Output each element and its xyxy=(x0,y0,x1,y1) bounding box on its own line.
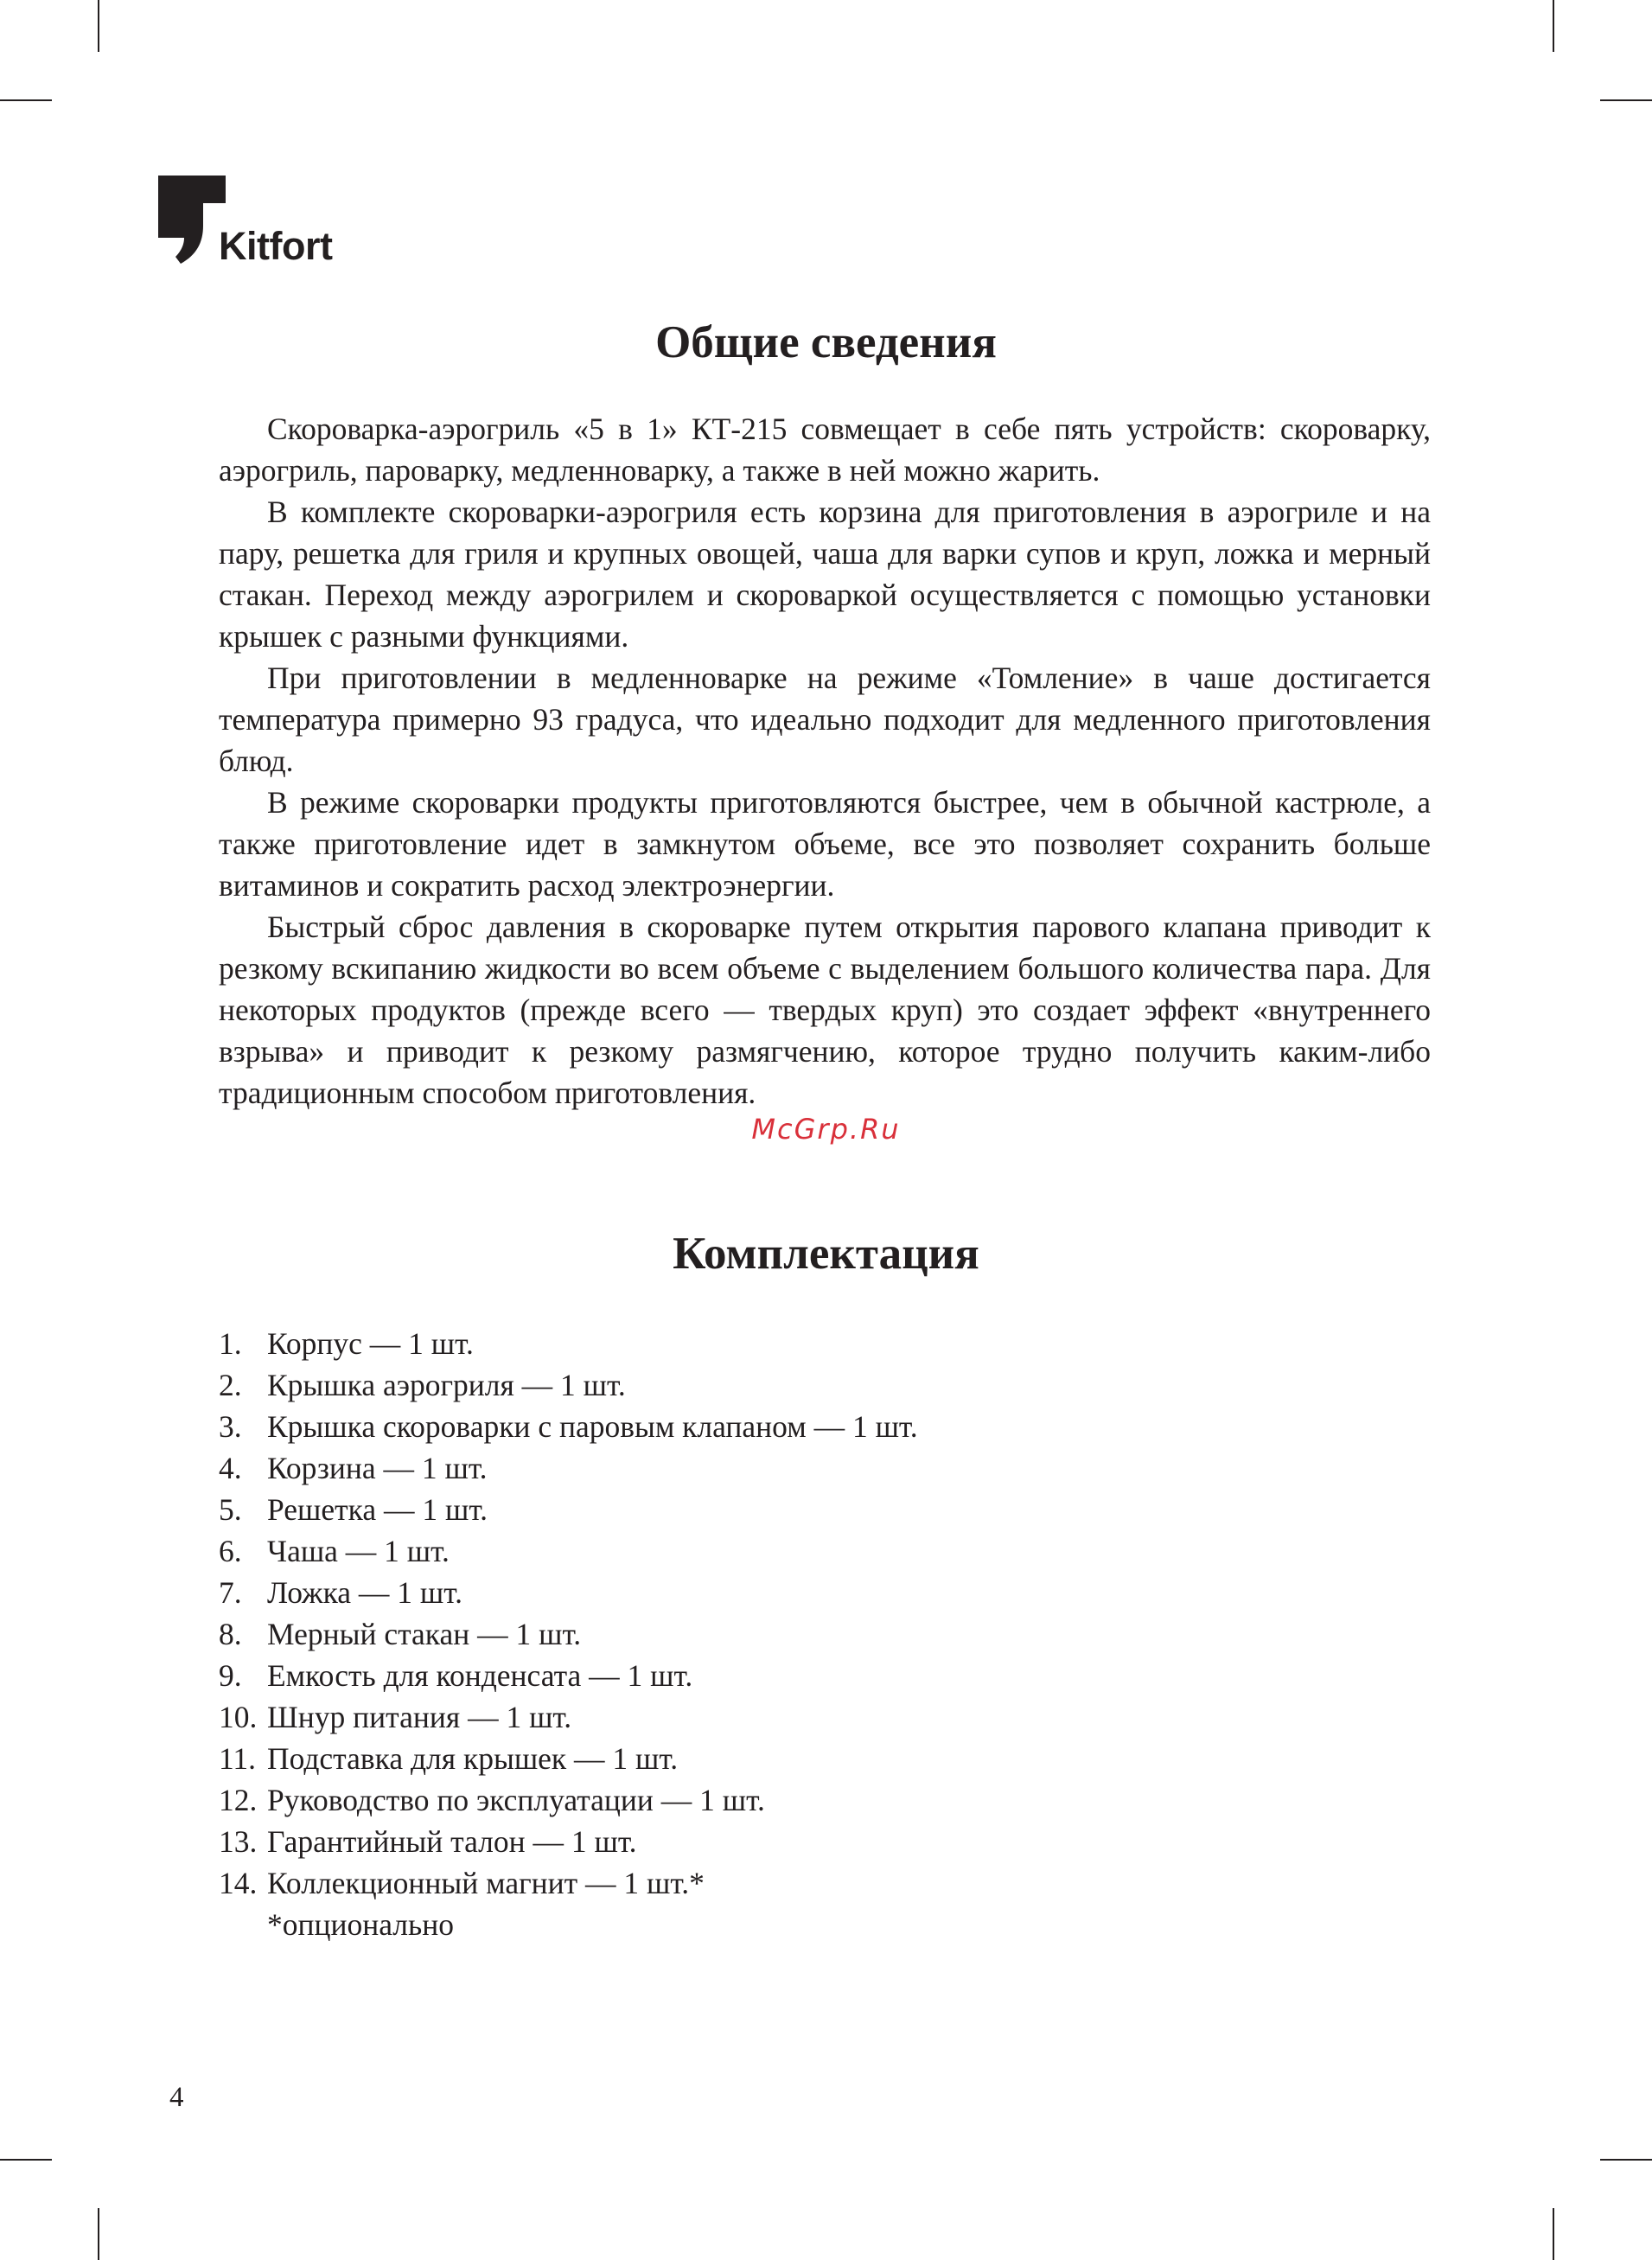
list-item-number: 6. xyxy=(219,1534,242,1568)
paragraph: При приготовлении в медленноварке на режиме «Томление» в чаше достигается температура примерно 93 градуса, что идеально подходит для медленного приготовления блюд. xyxy=(219,661,1431,778)
list-item-number: 3. xyxy=(219,1409,242,1444)
list-item xyxy=(219,1406,918,1447)
brand-wordmark-wrap xyxy=(214,224,333,268)
list-item xyxy=(219,1779,918,1821)
crop-mark-bottom-left xyxy=(98,2208,99,2260)
list-item-text: Мерный стакан — 1 шт. xyxy=(267,1617,582,1651)
watermark: McGrp.Ru xyxy=(751,1113,901,1146)
list-item xyxy=(219,1489,918,1530)
list-item xyxy=(219,1530,918,1572)
list-item-number: 13. xyxy=(219,1824,258,1859)
crop-mark-bottom-right-h xyxy=(1600,2159,1652,2161)
list-item-number: 12. xyxy=(219,1783,258,1817)
crop-mark-top-left xyxy=(98,0,99,52)
section-title-kit: Комплектация xyxy=(673,1229,979,1279)
list-item xyxy=(219,1613,918,1655)
list-item-text: Руководство по эксплуатации — 1 шт. xyxy=(267,1783,765,1817)
list-item-text: Решетка — 1 шт. xyxy=(267,1492,488,1527)
general-body xyxy=(219,408,1431,1114)
paragraph: Быстрый сброс давления в скороварке путем открытия парового клапана приводит к резкому вскипанию жидкости во всем объеме с выделением большого количества пара. Для некоторых продуктов (прежде всего — твердых круп) это создает эффект «внутреннего взрыва» и приводит к резкому размягчению, которое трудно получить каким-либо традиционным способом приготовления. xyxy=(219,910,1431,1110)
list-item-number: 2. xyxy=(219,1368,242,1402)
list-item xyxy=(219,1696,918,1738)
list-item xyxy=(219,1655,918,1696)
list-item xyxy=(219,1364,918,1406)
list-item-number: 9. xyxy=(219,1658,242,1693)
crop-mark-bottom-left-h xyxy=(0,2159,52,2161)
list-item-text: Корпус — 1 шт. xyxy=(267,1326,474,1361)
list-item-text: Гарантийный талон — 1 шт. xyxy=(267,1824,637,1859)
list-item-number: 7. xyxy=(219,1575,242,1610)
list-item-number: 11. xyxy=(219,1741,257,1776)
list-item-number: 1. xyxy=(219,1326,242,1361)
list-item-number: 8. xyxy=(219,1617,242,1651)
footnote: *опционально xyxy=(267,1907,454,1942)
brand-wordmark: Kitfort xyxy=(219,224,333,268)
list-item-text: Корзина — 1 шт. xyxy=(267,1451,488,1485)
section-title-general: Общие сведения xyxy=(655,317,997,367)
crop-mark-top-right-h xyxy=(1600,99,1652,101)
list-item-text: Чаша — 1 шт. xyxy=(267,1534,450,1568)
paragraph: В комплекте скороварки-аэрогриля есть корзина для приготовления в аэрогриле и на пару, решетка для гриля и крупных овощей, чаша для варки супов и круп, ложка и мерный стакан. Переход между аэрогрилем и скороваркой осуществляется с помощью установки крышек с разными функциями. xyxy=(219,495,1431,654)
list-item-text: Подставка для крышек — 1 шт. xyxy=(267,1741,679,1776)
list-item xyxy=(219,1738,918,1779)
list-item-text: Крышка скороварки с паровым клапаном — 1 шт. xyxy=(267,1409,918,1444)
list-item-number: 5. xyxy=(219,1492,242,1527)
list-item xyxy=(219,1821,918,1862)
list-item-text: Крышка аэрогриля — 1 шт. xyxy=(267,1368,626,1402)
list-item xyxy=(219,1447,918,1489)
list-item-text: Коллекционный магнит — 1 шт.* xyxy=(267,1866,705,1900)
list-item xyxy=(219,1862,918,1904)
crop-mark-top-left-h xyxy=(0,99,52,101)
crop-mark-top-right xyxy=(1553,0,1554,52)
list-item-text: Емкость для конденсата — 1 шт. xyxy=(267,1658,693,1693)
paragraph: Скороварка-аэрогриль «5 в 1» КТ-215 совмещает в себе пять устройств: скороварку, аэрогриль, пароварку, медленноварку, а также в ней можно жарить. xyxy=(219,412,1431,488)
list-item-number: 10. xyxy=(219,1700,258,1734)
list-item-text: Ложка — 1 шт. xyxy=(267,1575,462,1610)
list-item xyxy=(219,1572,918,1613)
kit-list xyxy=(219,1323,918,1904)
crop-mark-bottom-right xyxy=(1553,2208,1554,2260)
list-item-number: 4. xyxy=(219,1451,242,1485)
list-item xyxy=(219,1323,918,1364)
list-item-text: Шнур питания — 1 шт. xyxy=(267,1700,572,1734)
paragraph: В режиме скороварки продукты приготовляются быстрее, чем в обычной кастрюле, а также приготовление идет в замкнутом объеме, все это позволяет сохранить больше витаминов и сократить расход электроэнергии. xyxy=(219,785,1431,903)
list-item-number: 14. xyxy=(219,1866,258,1900)
page-number: 4 xyxy=(169,2082,184,2113)
